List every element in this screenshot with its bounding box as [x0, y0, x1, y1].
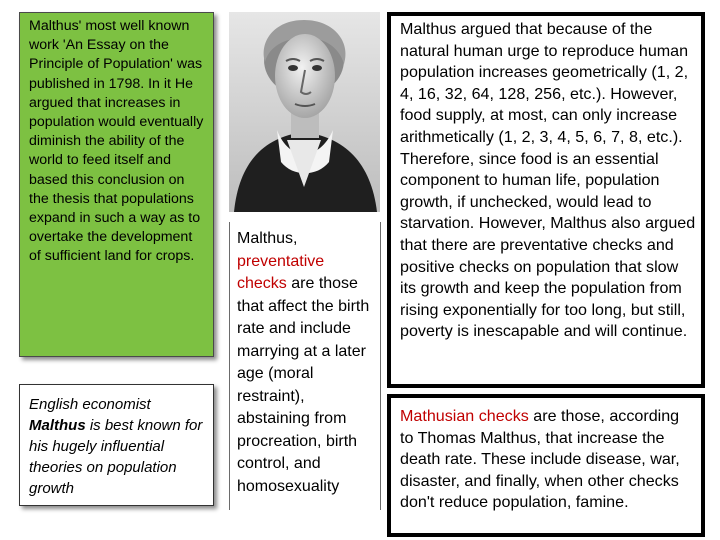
portrait-illustration: [229, 12, 380, 212]
malthus-argument-text: Malthus argued that because of the natural human urge to reproduce human population increases geometrically (1, 2, 4, 16, 32, 64, 128, 256, etc.). However, food supply, at most, can only increase arithmetically (1, 2, 3, 4, 5, 6, 7, 8, etc.). Therefore, since food is an essential component to human life, population growth, if unchecked, would lead to starvation. However, Malthus also argued that there are preventative checks and positive checks on population that slow its growth and keep the population from rising exponentially for too long, but still, poverty is inescapable and will continue.: [400, 20, 696, 341]
preventative-prefix: Malthus,: [237, 230, 298, 247]
preventative-description: are those that affect the birth rate and include marrying at a later age (moral restraint), abstaining from procreation, birth control, and homosexuality: [237, 275, 370, 495]
caption-rest: is best known for his hugely influential theories on population growth: [29, 417, 203, 497]
malthusian-checks-term: Mathusian checks: [400, 407, 529, 425]
malthus-argument-panel: [387, 12, 705, 388]
portrait-caption-box: [19, 384, 214, 506]
preventative-checks-panel: [229, 222, 381, 510]
caption-name: Malthus: [29, 417, 86, 434]
malthusian-checks-panel: [387, 394, 705, 537]
left-summary-text: Malthus' most well known work 'An Essay on the Principle of Population' was published in 1798. In it He argued that increases in population would eventually diminish the ability of the world to feed itself and based this conclusion on the thesis that populations expand in such a way as to overtake the development of sufficient land for crops.: [29, 18, 204, 265]
portrait-caption: [29, 394, 207, 499]
malthus-portrait: [229, 12, 380, 212]
preventative-checks-term: preventative checks: [237, 252, 325, 292]
malthusian-checks-text: [400, 406, 697, 514]
caption-lead: English economist: [29, 396, 151, 413]
malthusian-checks-description: are those, according to Thomas Malthus, that increase the death rate. These include disease, war, disaster, and finally, when other checks don't reduce population, famine.: [400, 407, 680, 512]
left-summary-panel: [19, 12, 214, 357]
preventative-checks-text: [237, 228, 376, 498]
